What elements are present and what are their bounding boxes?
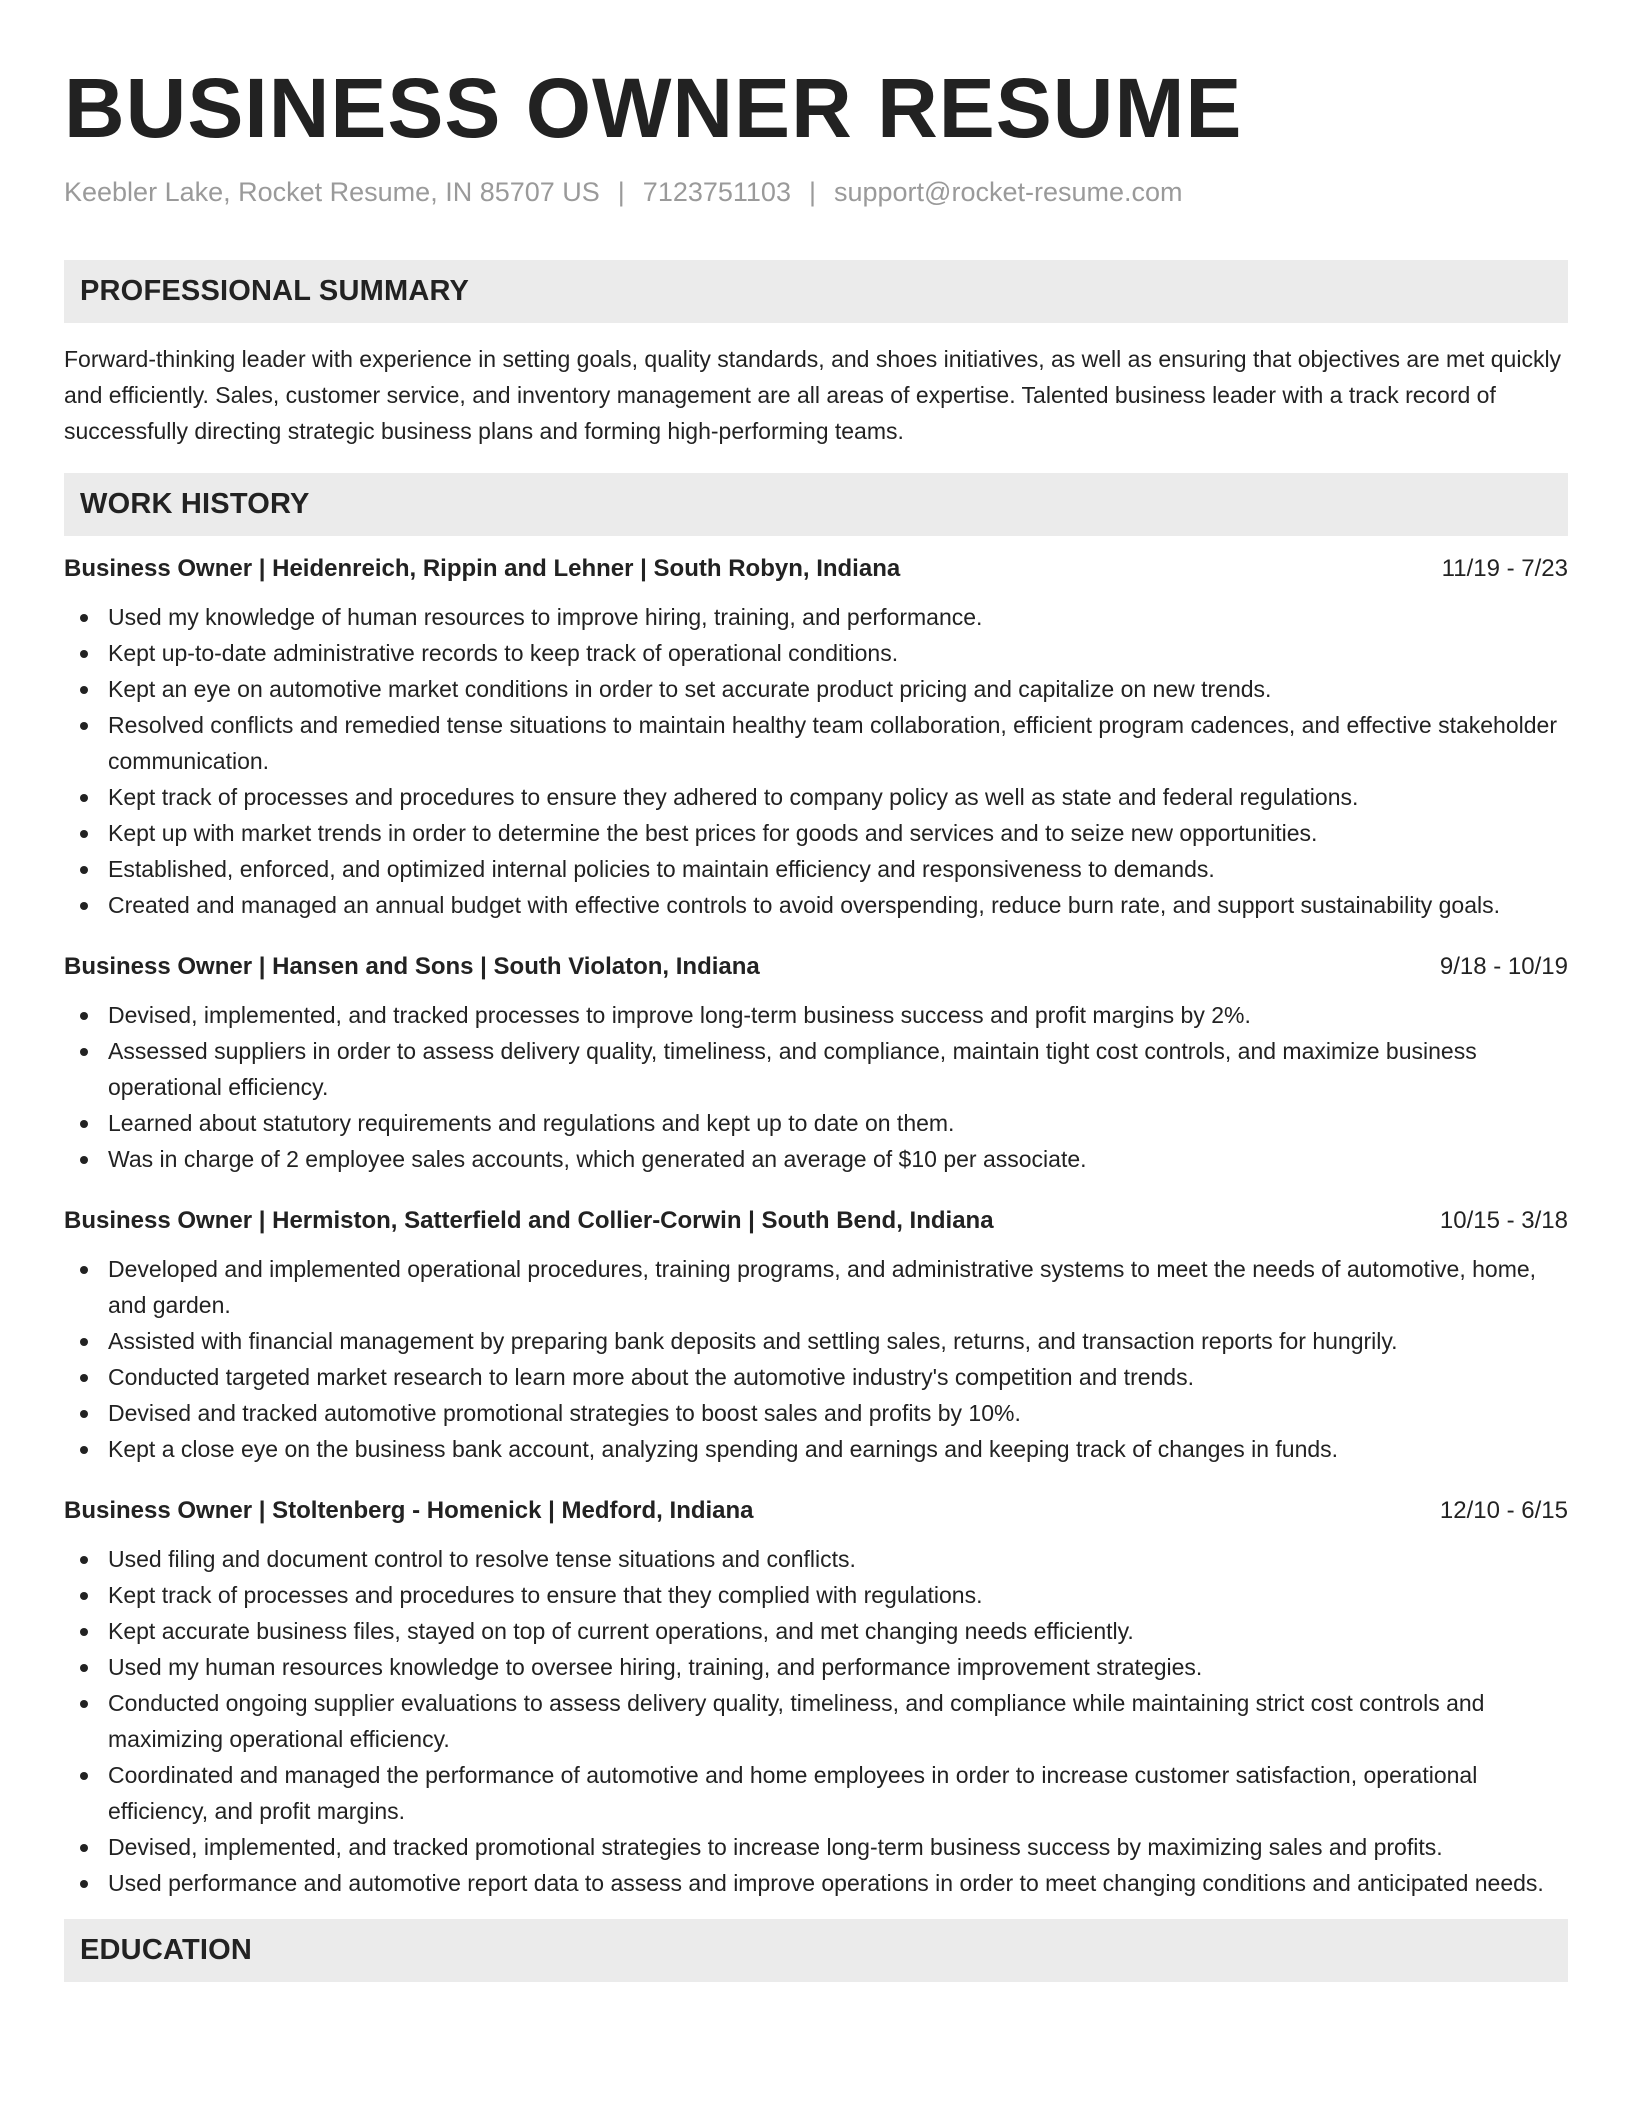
section-summary-title: PROFESSIONAL SUMMARY: [80, 275, 470, 308]
job-bullets: [64, 1251, 1568, 1467]
job-bullet: Established, enforced, and optimized internal policies to maintain efficiency and responsiveness to demands.: [64, 851, 1568, 887]
job-bullet: Devised, implemented, and tracked promotional strategies to increase long-term business success by maximizing sales and profits.: [64, 1829, 1568, 1865]
job-entry: [64, 1497, 1568, 1901]
job-header: [64, 953, 1568, 981]
job-bullet: Kept track of processes and procedures to ensure that they complied with regulations.: [64, 1577, 1568, 1613]
job-bullet: Used my human resources knowledge to oversee hiring, training, and performance improvement strategies.: [64, 1649, 1568, 1685]
section-work-history-title: WORK HISTORY: [80, 488, 310, 521]
job-title: Business Owner | Hermiston, Satterfield and Collier-Corwin | South Bend, Indiana: [64, 1207, 994, 1235]
job-dates: 12/10 - 6/15: [1439, 1497, 1568, 1525]
job-dates: 11/19 - 7/23: [1441, 555, 1568, 583]
job-dates: 10/15 - 3/18: [1439, 1207, 1568, 1235]
job-bullet: Developed and implemented operational procedures, training programs, and administrative systems to meet the needs of automotive, home, and garden.: [64, 1251, 1568, 1323]
summary-text: Forward-thinking leader with experience in setting goals, quality standards, and shoes initiatives, as well as ensuring that objectives are met quickly and efficiently. Sales, customer service, and inventory management are all areas of expertise. Talented business leader with a track record of successfully directing strategic business plans and forming high-performing teams.: [64, 346, 1562, 445]
job-bullet: Used performance and automotive report data to assess and improve operations in order to meet changing conditions and anticipated needs.: [64, 1865, 1568, 1901]
section-work-history-header: [64, 473, 1568, 536]
contact-separator: |: [808, 177, 816, 207]
job-bullet: Used filing and document control to resolve tense situations and conflicts.: [64, 1541, 1568, 1577]
job-bullet: Learned about statutory requirements and regulations and kept up to date on them.: [64, 1105, 1568, 1141]
resume-title: BUSINESS OWNER RESUME: [64, 61, 1243, 155]
job-bullet: Kept accurate business files, stayed on top of current operations, and met changing needs efficiently.: [64, 1613, 1568, 1649]
job-bullet: Conducted targeted market research to learn more about the automotive industry's competition and trends.: [64, 1359, 1568, 1395]
contact-separator: |: [617, 177, 625, 207]
job-entry: [64, 1207, 1568, 1467]
job-bullet: Kept a close eye on the business bank account, analyzing spending and earnings and keeping track of changes in funds.: [64, 1431, 1568, 1467]
section-summary-header: [64, 260, 1568, 323]
job-entry: [64, 555, 1568, 923]
job-bullet: Used my knowledge of human resources to improve hiring, training, and performance.: [64, 599, 1568, 635]
job-bullet: Conducted ongoing supplier evaluations to assess delivery quality, timeliness, and compliance while maintaining strict cost controls and maximizing operational efficiency.: [64, 1685, 1568, 1757]
job-bullets: [64, 1541, 1568, 1901]
contact-email: support@rocket-resume.com: [833, 177, 1183, 207]
section-education-header: [64, 1919, 1568, 1982]
job-bullet: Kept an eye on automotive market conditions in order to set accurate product pricing and capitalize on new trends.: [64, 671, 1568, 707]
job-bullet: Assessed suppliers in order to assess delivery quality, timeliness, and compliance, maintain tight cost controls, and maximize business operational efficiency.: [64, 1033, 1568, 1105]
job-bullet: Kept up with market trends in order to determine the best prices for goods and services and to seize new opportunities.: [64, 815, 1568, 851]
resume-page: [64, 0, 1568, 1982]
job-bullets: [64, 997, 1568, 1177]
job-bullet: Was in charge of 2 employee sales accounts, which generated an average of $10 per associate.: [64, 1141, 1568, 1177]
job-bullet: Devised and tracked automotive promotional strategies to boost sales and profits by 10%.: [64, 1395, 1568, 1431]
job-dates: 9/18 - 10/19: [1439, 953, 1568, 981]
job-bullet: Kept up-to-date administrative records to keep track of operational conditions.: [64, 635, 1568, 671]
job-bullet: Devised, implemented, and tracked processes to improve long-term business success and profit margins by 2%.: [64, 997, 1568, 1033]
job-header: [64, 1497, 1568, 1525]
contact-phone: 7123751103: [642, 177, 791, 207]
job-bullets: [64, 599, 1568, 923]
job-header: [64, 1207, 1568, 1235]
job-header: [64, 555, 1568, 583]
job-bullet: Coordinated and managed the performance of automotive and home employees in order to increase customer satisfaction, operational efficiency, and profit margins.: [64, 1757, 1568, 1829]
section-education-title: EDUCATION: [80, 1934, 253, 1967]
job-title: Business Owner | Stoltenberg - Homenick | Medford, Indiana: [64, 1497, 754, 1525]
job-bullet: Resolved conflicts and remedied tense situations to maintain healthy team collaboration, efficient program cadences, and effective stakeholder communication.: [64, 707, 1568, 779]
contact-line: [64, 176, 1568, 208]
job-entry: [64, 953, 1568, 1177]
contact-address: Keebler Lake, Rocket Resume, IN 85707 US: [64, 177, 600, 207]
job-bullet: Created and managed an annual budget with effective controls to avoid overspending, reduce burn rate, and support sustainability goals.: [64, 887, 1568, 923]
job-title: Business Owner | Hansen and Sons | South Violaton, Indiana: [64, 953, 760, 981]
job-bullet: Kept track of processes and procedures to ensure they adhered to company policy as well as state and federal regulations.: [64, 779, 1568, 815]
job-bullet: Assisted with financial management by preparing bank deposits and settling sales, returns, and transaction reports for hungrily.: [64, 1323, 1568, 1359]
job-title: Business Owner | Heidenreich, Rippin and Lehner | South Robyn, Indiana: [64, 555, 901, 583]
